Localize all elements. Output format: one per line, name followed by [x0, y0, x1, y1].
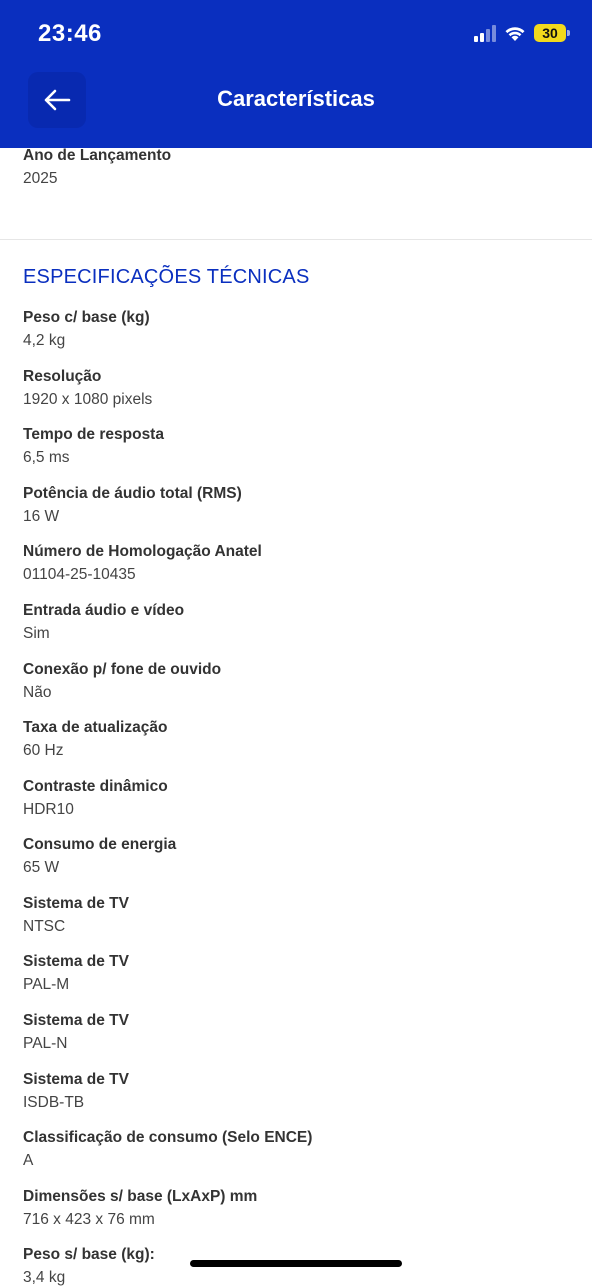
spec-value: 716 x 423 x 76 mm — [23, 1211, 155, 1228]
battery-icon — [534, 24, 566, 42]
spec-value: 60 Hz — [23, 742, 64, 759]
spec-value: 6,5 ms — [23, 449, 70, 466]
spec-value: PAL-N — [23, 1035, 68, 1052]
spec-label: Sistema de TV — [23, 895, 129, 912]
battery-level: 30 — [542, 25, 558, 41]
app-header — [0, 0, 592, 148]
spec-label: Consumo de energia — [23, 836, 177, 853]
spec-item — [23, 1188, 257, 1229]
spec-item — [23, 543, 262, 584]
spec-label: Contraste dinâmico — [23, 778, 168, 795]
spec-value: 1920 x 1080 pixels — [23, 391, 153, 408]
spec-value: 16 W — [23, 508, 60, 525]
spec-item — [23, 778, 168, 819]
spec-label: Sistema de TV — [23, 1071, 129, 1088]
spec-item — [23, 602, 184, 643]
spec-item — [23, 368, 152, 409]
wifi-icon — [504, 25, 526, 42]
spec-item — [23, 1129, 312, 1170]
spec-value: ISDB-TB — [23, 1094, 85, 1111]
spec-item — [23, 953, 129, 994]
spec-label: Peso c/ base (kg) — [23, 309, 150, 326]
spec-item — [23, 895, 129, 936]
spec-label: Dimensões s/ base (LxAxP) mm — [23, 1188, 258, 1205]
spec-label: Taxa de atualização — [23, 719, 168, 736]
spec-item — [23, 485, 242, 526]
status-time: 23:46 — [38, 20, 102, 47]
spec-item — [23, 836, 176, 877]
spec-item — [23, 309, 150, 350]
spec-value: 3,4 kg — [23, 1269, 66, 1286]
status-icons — [474, 24, 566, 42]
spec-value: HDR10 — [23, 801, 74, 818]
spec-value: PAL-M — [23, 976, 70, 993]
spec-value: A — [23, 1152, 34, 1169]
spec-label: Número de Homologação Anatel — [23, 543, 262, 560]
spec-item — [23, 661, 221, 702]
spec-label: Resolução — [23, 368, 102, 385]
section-title: ESPECIFICAÇÕES TÉCNICAS — [23, 266, 310, 288]
spec-item — [23, 1012, 129, 1053]
spec-label: Conexão p/ fone de ouvido — [23, 661, 222, 678]
divider — [0, 239, 592, 240]
spec-label: Sistema de TV — [23, 1012, 129, 1029]
page-title: Características — [217, 86, 375, 111]
spec-item — [23, 1246, 155, 1287]
spec-label: Classificação de consumo (Selo ENCE) — [23, 1129, 313, 1146]
spec-value: 2025 — [23, 170, 58, 187]
home-indicator[interactable] — [190, 1260, 402, 1267]
cellular-signal-icon — [474, 24, 496, 42]
spec-value: 65 W — [23, 859, 60, 876]
spec-label: Potência de áudio total (RMS) — [23, 485, 242, 502]
spec-label: Tempo de resposta — [23, 426, 164, 443]
spec-value: NTSC — [23, 918, 66, 935]
spec-label: Sistema de TV — [23, 953, 129, 970]
spec-label: Peso s/ base (kg): — [23, 1246, 155, 1263]
spec-value: 01104-25-10435 — [23, 566, 136, 583]
spec-item — [23, 1071, 129, 1112]
spec-item — [23, 426, 164, 467]
spec-value: Não — [23, 684, 52, 701]
spec-label: Entrada áudio e vídeo — [23, 602, 185, 619]
spec-label: Ano de Lançamento — [23, 147, 172, 164]
spec-item — [23, 719, 167, 760]
spec-value: 4,2 kg — [23, 332, 66, 349]
spec-item-release-year — [23, 147, 171, 188]
spec-value: Sim — [23, 625, 50, 642]
